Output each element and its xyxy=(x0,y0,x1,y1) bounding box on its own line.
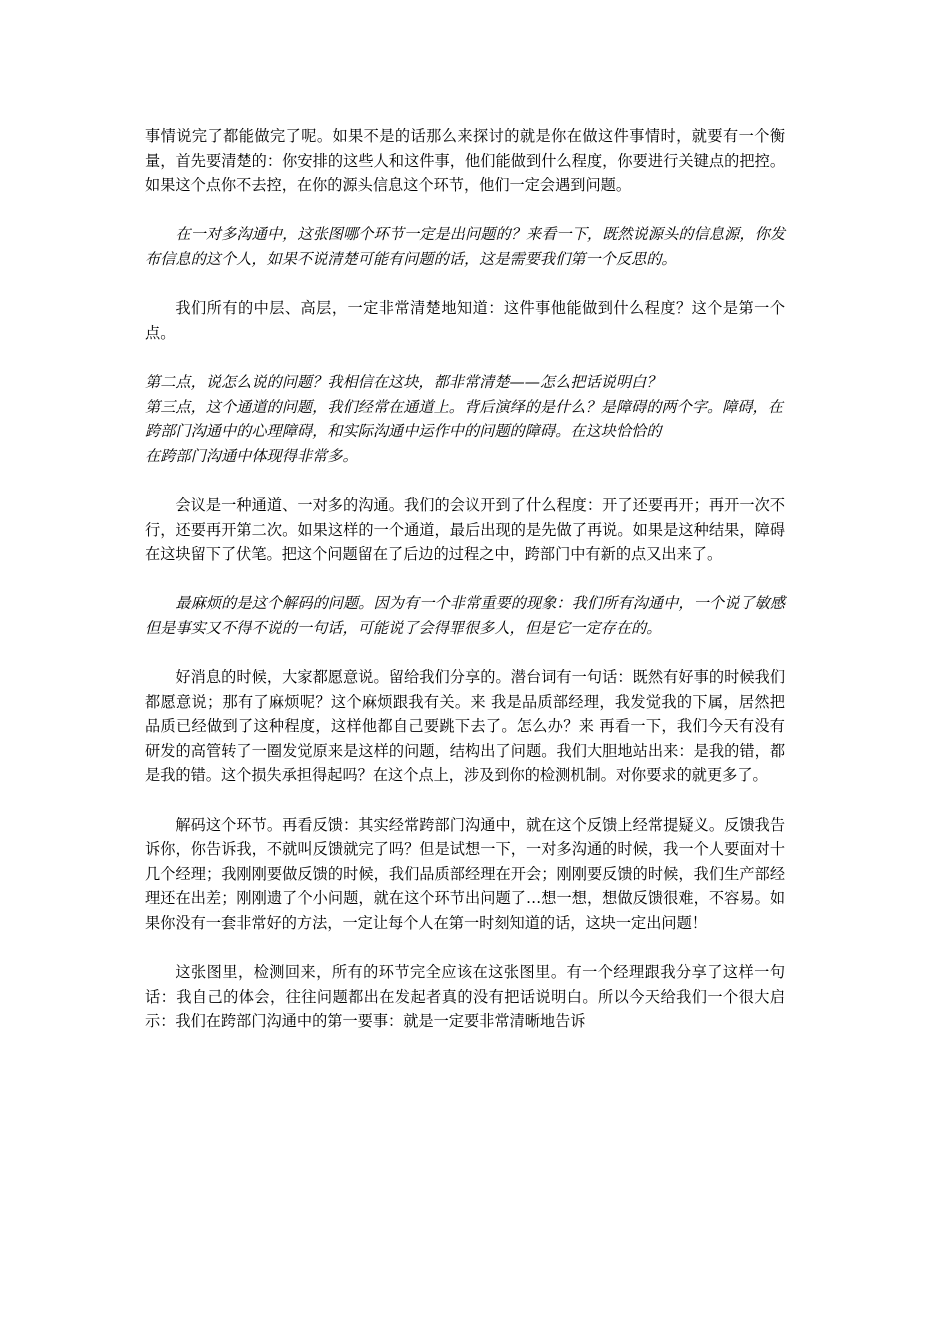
paragraph-2: 在一对多沟通中，这张图哪个环节一定是出问题的？来看一下，既然说源头的信息源，你发布信息的这个人，如果不说清楚可能有问题的话，这是需要我们第一个反思的。 xyxy=(145,225,785,268)
paragraph-gap xyxy=(145,567,785,592)
paragraph-4-line-2: 第三点，这个通道的问题，我们经常在通道上。背后演绎的是什么？是障碍的两个字。障碍，在跨部门沟通中的心理障碍，和实际沟通中运作中的问题的障碍。在这块恰恰的 xyxy=(145,397,783,441)
paragraph-7: 好消息的时候，大家都愿意说。留给我们分享的。潜台词有一句话：既然有好事的时候我们都愿意说；那有了麻烦呢？这个麻烦跟我有关。来 我是品质部经理，我发觉我的下属，居然把品质已经做到了这种程度，这样他都自己要跳下去了。怎么办？来 再看一下，我们今天有没有研发的高管转了一圈发觉原来是这样的问题，结构出了问题。我们大胆地站出来：是我的错，都是我的错。这个损失承担得起吗？在这个点上，涉及到你的检测机制。对你要求的就更多了。 xyxy=(145,668,785,785)
paragraph-5: 会议是一种通道、一对多的沟通。我们的会议开到了什么程度：开了还要再开；再开一次不行，还要再开第二次。如果这样的一个通道，最后出现的是先做了再说。如果是这种结果，障碍在这块留下了伏笔。把这个问题留在了后边的过程之中，跨部门中有新的点又出来了。 xyxy=(145,495,785,564)
paragraph-gap xyxy=(145,788,785,813)
paragraph-8: 解码这个环节。再看反馈：其实经常跨部门沟通中，就在这个反馈上经常提疑义。反馈我告诉你，你告诉我，不就叫反馈就完了吗？但是试想一下，一对多沟通的时候，我一个人要面对十几个经理；我刚刚要做反馈的时候，我们品质部经理在开会；刚刚要反馈的时候，我们生产部经理还在出差；刚刚遗了个小问题，就在这个环节出问题了…想一想，想做反馈很难，不容易。如果你没有一套非常好的方法，一定让每个人在第一时刻知道的话，这块一定出问题！ xyxy=(145,815,785,932)
paragraph-4-line-3: 在跨部门沟通中体现得非常多。 xyxy=(145,446,358,465)
document-page xyxy=(145,124,785,1034)
paragraph-6: 最麻烦的是这个解码的问题。因为有一个非常重要的现象：我们所有沟通中，一个说了敏感但是事实又不得不说的一句话，可能说了会得罪很多人，但是它一定存在的。 xyxy=(145,594,785,637)
paragraph-3: 我们所有的中层、高层，一定非常清楚地知道：这件事他能做到什么程度？这个是第一个点。 xyxy=(145,299,785,342)
paragraph-4 xyxy=(145,370,785,468)
paragraph-9: 这张图里，检测回来，所有的环节完全应该在这张图里。有一个经理跟我分享了这样一句话：我自己的体会，往往问题都出在发起者真的没有把话说明白。所以今天给我们一个很大启示：我们在跨部门沟通中的第一要事：就是一定要非常清晰地告诉 xyxy=(145,963,785,1031)
paragraph-4-line-1: 第二点，说怎么说的问题？我相信在这块，都非常清楚——怎么把话说明白？ xyxy=(145,372,662,391)
paragraph-gap xyxy=(145,640,785,665)
paragraph-gap xyxy=(145,468,785,493)
paragraph-gap xyxy=(145,345,785,370)
paragraph-1: 事情说完了都能做完了呢。如果不是的话那么来探讨的就是你在做这件事情时，就要有一个衡量，首先要清楚的：你安排的这些人和这件事，他们能做到什么程度，你要进行关键点的把控。如果这个点你不去控，在你的源头信息这个环节，他们一定会遇到问题。 xyxy=(145,127,785,195)
paragraph-gap xyxy=(145,272,785,297)
paragraph-gap xyxy=(145,198,785,223)
paragraph-gap xyxy=(145,936,785,961)
